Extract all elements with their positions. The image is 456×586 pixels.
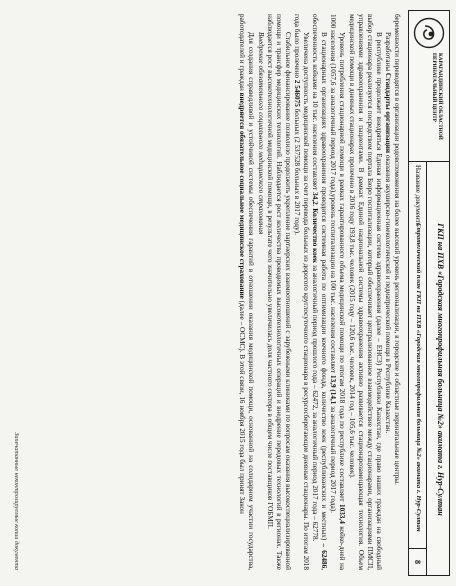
page-number: 8 <box>409 548 426 575</box>
paragraph: беременности переводятся в организации родовспоможения на более высокий уровень регионализации, в городские и областные перинатальные центры. <box>393 14 401 485</box>
document-title-row <box>409 161 427 575</box>
paragraph: Стабильное финансирование позволило продолжить укрепление партнерских взаимоотношений с зарубежными клиниками по вопросам оказания высокоспециализированной помощи и трансфер медицинских технологий. Наблюдается рост количества проводимых высокотехнологичных операций и внедрение передовых технологий в регионах. Также наблюдается рост высокотехнологичной медицинской помощи, в результате чего значительно увеличилась доля частного сектора в общем числе поставщиков ГОБМП. <box>265 14 292 570</box>
footer-note: Запечатанные неконтролируемые копии документа <box>13 432 20 570</box>
paragraph: Увеличена доступность медицинской помощи за счет перевода больных из дорогого круглосуточного стационара в ресурсосберегающие дневные стационары. По итогам 2018 года было пролечено 2 546075 больных (2 537528 больных в 2017 году). <box>292 14 311 570</box>
paragraph: Уровень потребления стационарной помощи в рамках гарантированного объема медицинской помощи по итогам 2018 года по республике составляет 1033,4 койко-дней на 1000 населения (1057,6 за аналогичный период 2017 года),уровень госпитализации на 100 тыс. населения составляет 13,9 (14,1 за аналогичный период 2017 года). <box>329 14 347 570</box>
paragraph: Для создания справедливой и устойчивой системы обеспечения гарантий в отношении оказания медицинской помощи, основанной на солидарном участии государства, работодателей и граждан внедряется обязательное социальное медицинское страхование (далее – ОСМС). В этой связи, 16 ноября 2015 года был принят Закон <box>238 14 256 570</box>
document-body <box>35 14 401 570</box>
paragraph: В республике продолжает внедряться Единая информационная система здравоохранения (далее – ЕНСЗ) Республики Казахстан, где право наших граждан на свободный выбор стационара реализуется посредством портала Бюро госпитализации, который обеспечивает централизованное взаимодействие между стационарами, организациями ПМСП, управлениями здравоохранения и пациентами. В рамках Единой национальной системы здравоохранения активно развивается стационарозамещающая технология. Объем медицинской помощи в дневных стационарах пролечено в 2016 году 193,8 тыс. человек (2015 году – 120,6 тыс. человек, 2014 год – 105,6 тыс. человек). <box>347 14 383 570</box>
document-type-label: Название документа <box>414 165 422 226</box>
paragraph: Разработаны Стандарты организации оказания акушерско-гинекологической и педиатрической помощи в Республике Казахстан. <box>383 32 392 434</box>
document-header <box>408 10 450 576</box>
section-heading: Внедрение обязательного социального медицинского страхования <box>256 32 265 235</box>
logo-cell <box>409 11 449 162</box>
paragraph: В стационарных организациях здравоохранения проводится системная работа по оптимизации коечного фонда, количество коек (республиканских и местных) – 62486, обеспеченность койками на 10 тыс. населения составляет 34,2. Количество коек за аналогичный период прошлого года – 62472, за аналогичный период 2017 года – 62778. <box>311 14 329 570</box>
perinatal-center-logo-icon <box>413 17 445 49</box>
logo-text: КАРАГАНДИНСКИЙ ОБЛАСТНОЙ ПЕРИНАТАЛЬНЫЙ ЦЕНТР <box>431 53 443 140</box>
document-title: Стратегический план ГКП на ПХВ «Городская многопрофильная больница №2» акимата г. Нур-Султан <box>415 223 422 532</box>
organization-title: ГКП на ПХВ «Городская многопрофильная больница №2» акимата г. Нур-Султан <box>436 223 445 516</box>
